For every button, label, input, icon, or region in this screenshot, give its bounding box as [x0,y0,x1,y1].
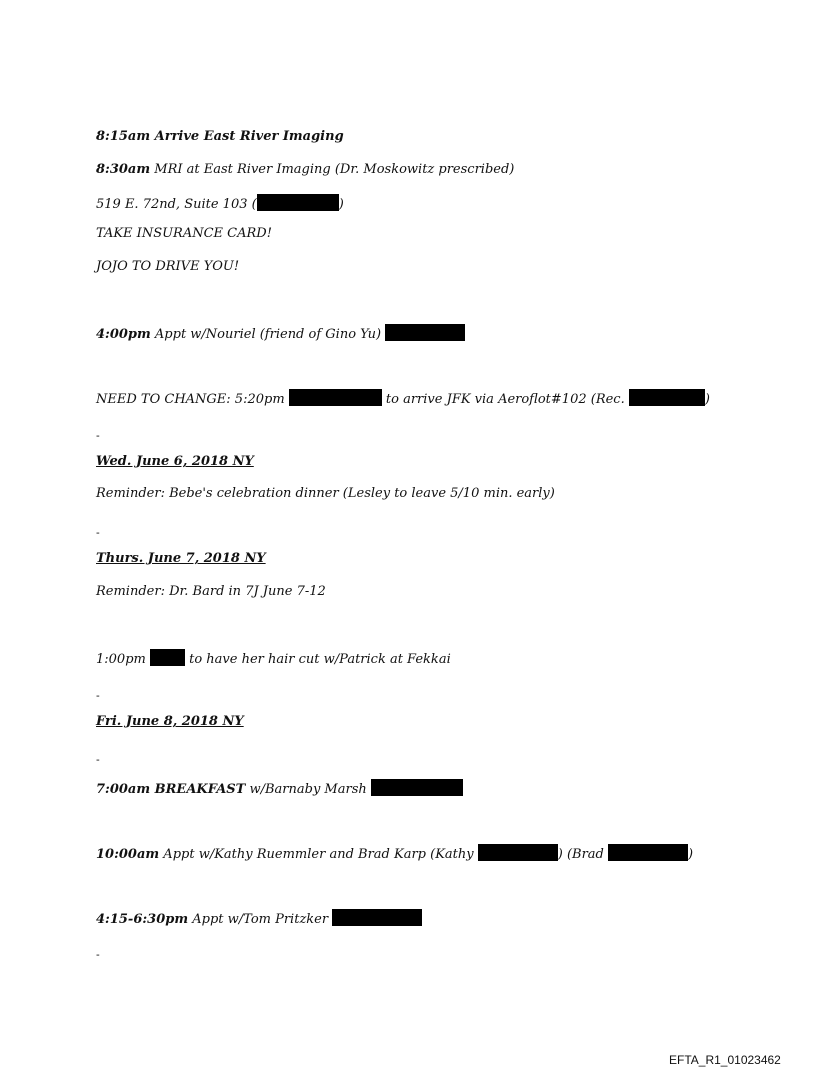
entry-text: ) (Brad [557,847,608,862]
separator-dash: - [96,689,100,702]
entry-text: Appt w/Kathy Ruemmler and Brad Karp (Kathy [159,847,478,862]
separator-dash: - [96,429,100,442]
entry-time: 8:30am [96,162,151,177]
entry-text: NEED TO CHANGE: 5:20pm [96,392,289,407]
entry-text: 519 E. 72nd, Suite 103 ( [96,197,257,212]
entry-time: 10:00am [96,847,160,862]
entry-mri [96,162,514,178]
entry-text: Appt w/Tom Pritzker [188,912,333,927]
entry-wed-reminder: Reminder: Bebe's celebration dinner (Lesley to leave 5/10 min. early) [96,486,555,501]
entry-need-to-change [96,389,710,408]
day-header-thu: Thurs. June 7, 2018 NY [96,551,266,566]
bates-number: EFTA_R1_01023462 [669,1053,781,1067]
redaction-box [629,389,705,406]
redaction-box [478,844,558,861]
separator-dash: - [96,526,100,539]
redaction-box [385,324,465,341]
entry-text: ) [704,392,710,407]
redaction-box [150,649,185,666]
redaction-box [257,194,339,211]
entry-thu-reminder: Reminder: Dr. Bard in 7J June 7-12 [96,584,326,599]
redaction-box [608,844,688,861]
entry-time: 4:00pm [96,327,151,342]
separator-dash: - [96,948,100,961]
entry-fri-breakfast [96,779,463,798]
redaction-box [289,389,382,406]
entry-text: w/Barnaby Marsh [245,782,371,797]
entry-drive-note [96,259,239,275]
entry-text: to arrive JFK via Aeroflot#102 (Rec. [381,392,629,407]
entry-address [96,194,344,213]
entry-time: 7:00am BREAKFAST [96,782,246,797]
entry-thu-haircut [96,649,451,668]
day-header-wed: Wed. June 6, 2018 NY [96,454,254,469]
redaction-box [371,779,463,796]
entry-time: 8:15am Arrive East River Imaging [96,129,344,144]
entry-fri-appt-pritzker [96,909,422,928]
entry-text: ) [687,847,694,862]
entry-text: Appt w/Nouriel (friend of Gino Yu) [150,327,386,342]
entry-text: ) [338,197,344,212]
entry-arrive-imaging [96,129,344,145]
entry-text: TAKE INSURANCE CARD! [96,226,272,241]
redaction-box [332,909,422,926]
entry-insurance-note [96,226,272,242]
day-header-fri: Fri. June 8, 2018 NY [96,714,244,729]
entry-time: 4:15-6:30pm [96,912,189,927]
entry-text: JOJO TO DRIVE YOU! [96,259,240,274]
separator-dash: - [96,753,100,766]
entry-text: 1:00pm [96,652,150,667]
entry-fri-appt-ruemmler-karp [96,844,693,863]
entry-text: MRI at East River Imaging (Dr. Moskowitz prescribed) [150,162,515,177]
entry-text: to have her hair cut w/Patrick at Fekkai [184,652,451,667]
entry-appt-nouriel [96,324,465,343]
